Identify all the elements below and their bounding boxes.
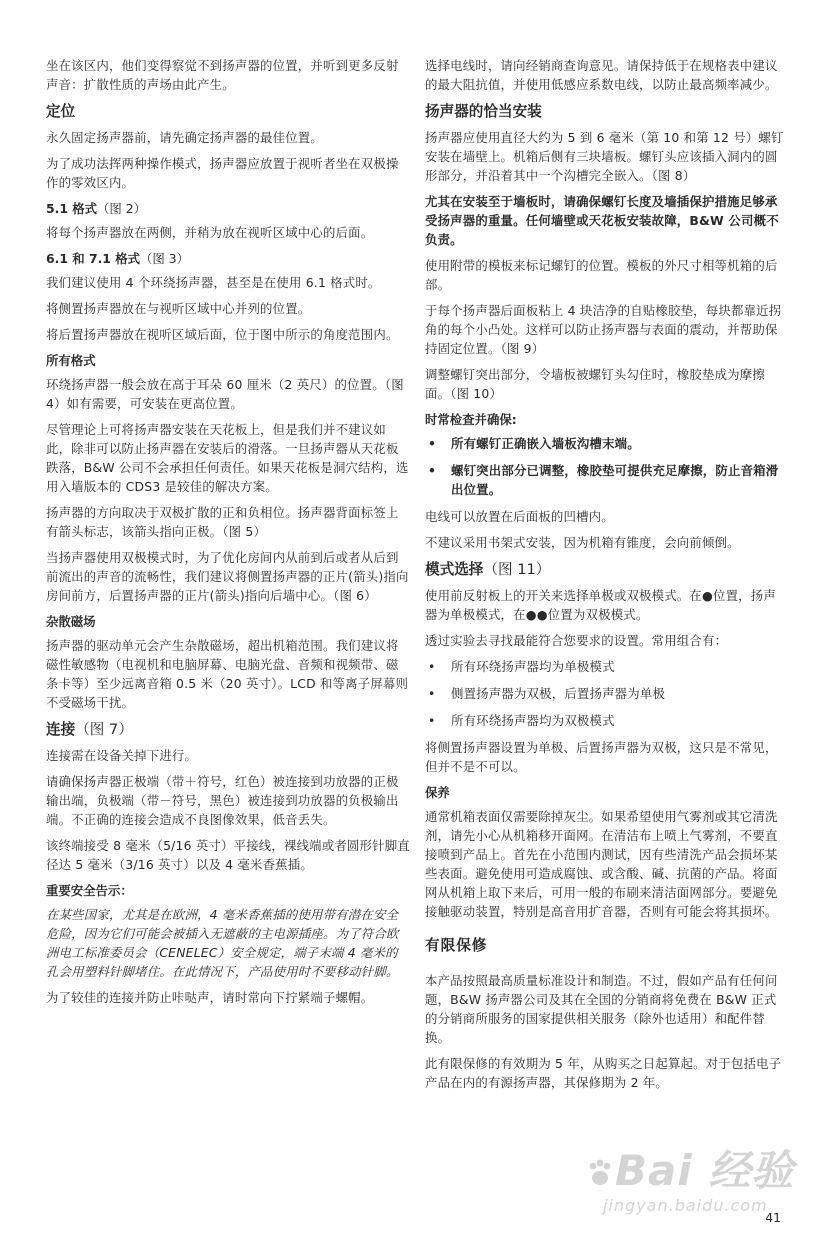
heading-proper-installation: 扬声器的恰当安装 [425, 103, 542, 120]
format-6-1-paragraph-1: 我们建议使用 4 个环绕扬声器，甚至是在使用 6.1 格式时。 [46, 275, 381, 290]
position-paragraph-1: 永久固定扬声器前，请先确定扬声器的最佳位置。 [46, 130, 323, 145]
safety-italic-paragraph: 在某些国家，尤其是在欧洲，4 毫米香蕉插的使用带有潜在安全危险，因为它们可能会被插入无遮蔽的主电源插座。为了符合欧洲电工标准委员会（CENELEC）安全规定，端子末端 4 毫米的孔会用塑料针脚堵住。在此情况下，产品使用时不要移动针脚。 [46, 907, 399, 979]
format-5-1-paragraph: 将每个扬声器放在两侧，并稍为放在视听区域中心的后面。 [46, 225, 374, 240]
list-item: • 侧置扬声器为双极，后置扬声器为单极 [425, 684, 787, 703]
format-6-1-paragraph-3: 将后置扬声器放在视听区域后面，位于图中所示的角度范围内。 [46, 327, 399, 342]
heading-all-formats: 所有格式 [46, 353, 96, 368]
page-number: 41 [765, 1210, 781, 1225]
maintenance-paragraph: 通常机箱表面仅需要除掉灰尘。如果希望使用气雾剂或其它清洗剂，请先小心从机箱移开面网。在清洁布上喷上气雾剂，不要直接喷到产品上。首先在小范围内测试，因有些清洗产品会损坏某些表面。避免使用可造成腐蚀、或含酸、碱、抗菌的产品。将面网从机箱上取下来后，可用一般的布刷来清洁面网部分。要避免接触驱动装置，特别是高音用扩音器，否则有可能会将其损坏。 [425, 809, 778, 919]
safety-paragraph-2: 为了较佳的连接并防止咔哒声，请时常向下拧紧端子螺帽。 [46, 990, 374, 1005]
check-paragraph-2: 不建议采用书架式安装，因为机箱有锥度，会向前倾倒。 [425, 535, 740, 550]
heading-mode-selection: 模式选择（图 11） [425, 561, 551, 578]
installation-paragraph-4: 调整螺钉突出部分，令墙板被螺钉头勾住时，橡胶垫成为摩擦面。（图 10） [425, 367, 765, 401]
mode-paragraph-3: 将侧置扬声器设置为单极、后置扬声器为双极，这只是不常见，但并不是不可以。 [425, 740, 778, 774]
mode-paragraph-1: 使用前反射板上的开关来选择单极或双极模式。在●位置，扬声器为单极模式，在●●位置为双极模式。 [425, 588, 776, 622]
position-paragraph-2: 为了成功法挥两种操作模式，扬声器应放置于视听者坐在双极操作的零效区内。 [46, 156, 399, 190]
installation-paragraph-2: 使用附带的模板来标记螺钉的位置。模板的外尺寸相等机箱的后部。 [425, 258, 778, 292]
all-formats-paragraph-2: 尽管理论上可将扬声器安装在天花板上，但是我们并不建议如此，除非可以防止扬声器在安装后的滑落。一旦扬声器从天花板跌落，B&W 公司不会承担任何责任。如果天花板是洞穴结构，选用入墙版本的 CDS3 是较佳的解决方案。 [46, 422, 409, 494]
mode-paragraph-2: 透过实验去寻找最能符合您要求的设置。常用组合有： [425, 633, 728, 648]
list-item: • 螺钉突出部分已调整，橡胶垫可提供充足摩擦，防止音箱滑出位置。 [425, 461, 787, 499]
warranty-paragraph-1: 本产品按照最高质量标准设计和制造。不过，假如产品有任何问题，B&W 扬声器公司及其在全国的分销商将免费在 B&W 正式的分销商所服务的国家提供相关服务（除外也适用）和配件替换。 [425, 973, 778, 1045]
heading-connection: 连接（图 7） [46, 721, 133, 738]
heading-magnetic-field: 杂散磁场 [46, 614, 96, 629]
heading-limited-warranty: 有限保修 [425, 937, 488, 954]
mode-list [425, 657, 787, 730]
warranty-paragraph-2: 此有限保修的有效期为 5 年，从购买之日起算起。对于包括电子产品在内的有源扬声器，其保修期为 2 年。 [425, 1056, 782, 1090]
check-list [425, 434, 787, 499]
magnetic-field-paragraph: 扬声器的驱动单元会产生杂散磁场，超出机箱范围。我们建议将磁性敏感物（电视机和电脑屏幕、电脑光盘、音频和视频带、磁条卡等）至少远离音箱 0.5 米（20 英寸）。LCD 和等离子屏幕则不受磁场干扰。 [46, 638, 409, 710]
baidu-watermark [585, 1148, 794, 1215]
cable-paragraph: 选择电线时，请向经销商查询意见。请保持低于在规格表中建议的最大阻抗值，并使用低感应系数电线，以防止最高频率减少。 [425, 58, 778, 92]
heading-safety-notice: 重要安全告示： [46, 883, 133, 898]
connection-paragraph-2: 请确保扬声器正极端（带＋符号，红色）被连接到功放器的正极输出端，负极端（带－符号，黑色）被连接到功放器的负极输出端。不正确的连接会造成不良图像效果，低音丢失。 [46, 774, 399, 827]
left-column [46, 56, 410, 1014]
heading-position: 定位 [46, 103, 76, 120]
installation-warning: 尤其在安装至于墙板时，请确保螺钉长度及墙插保护措施足够承受扬声器的重量。任何墙壁或天花板安装故障，B&W 公司概不负责。 [425, 194, 779, 247]
list-item: • 所有螺钉正确嵌入墙板沟槽末端。 [425, 434, 787, 453]
list-item: • 所有环绕扬声器均为双极模式 [425, 711, 787, 730]
installation-paragraph-1: 扬声器应使用直径大约为 5 到 6 毫米（第 10 和第 12 号）螺钉安装在墙壁上。机箱后侧有三块墙板。螺钉头应该插入洞内的圆形部分，并沿着其中一个沟槽完全嵌入。（图 8） [425, 130, 784, 183]
heading-regular-check: 时常检查并确保: [425, 412, 517, 427]
paw-icon [585, 1151, 615, 1197]
format-6-1-paragraph-2: 将侧置扬声器放在与视听区域中心并列的位置。 [46, 301, 311, 316]
connection-paragraph-3: 该终端接受 8 毫米（5/16 英寸）平接线，裸线端或者圆形针脚直径达 5 毫米（3/16 英寸）以及 4 毫米香蕉插。 [46, 838, 410, 872]
heading-maintenance: 保养 [425, 785, 450, 800]
all-formats-paragraph-4: 当扬声器使用双极模式时，为了优化房间内从前到后或者从后到前流出的声音的流畅性，我们建议将侧置扬声器的正片(箭头)指向房间前方，后置扬声器的正片(箭头)指向后墙中心。（图 6） [46, 550, 409, 603]
installation-paragraph-3: 于每个扬声器后面板粘上 4 块洁净的自贴橡胶垫，每块都靠近拐角的每个小凸处。这样可以防止扬声器与表面的震动，并帮助保持固定位置。（图 9） [425, 303, 782, 356]
heading-6-1-7-1-format: 6.1 和 7.1 格式（图 3） [46, 251, 190, 266]
heading-5-1-format: 5.1 格式（图 2） [46, 201, 147, 216]
watermark-logo: Bai 经验 [585, 1148, 794, 1197]
connection-paragraph-1: 连接需在设备关掉下进行。 [46, 748, 198, 763]
all-formats-paragraph-1: 环绕扬声器一般会放在高于耳朵 60 厘米（2 英尺）的位置。（图 4）如有需要，可安装在更高位置。 [46, 377, 404, 411]
right-column [425, 56, 787, 1099]
list-item: • 所有环绕扬声器均为单极模式 [425, 657, 787, 676]
intro-paragraph: 坐在该区内，他们变得察觉不到扬声器的位置，并听到更多反射声音：扩散性质的声场由此产生。 [46, 58, 399, 92]
watermark-url: jingyan.baidu.com [603, 1195, 768, 1215]
all-formats-paragraph-3: 扬声器的方向取决于双极扩散的正和负相位。扬声器背面标签上有箭头标志，该箭头指向正极。（图 5） [46, 505, 399, 539]
check-paragraph-1: 电线可以放置在后面板的凹槽内。 [425, 509, 614, 524]
